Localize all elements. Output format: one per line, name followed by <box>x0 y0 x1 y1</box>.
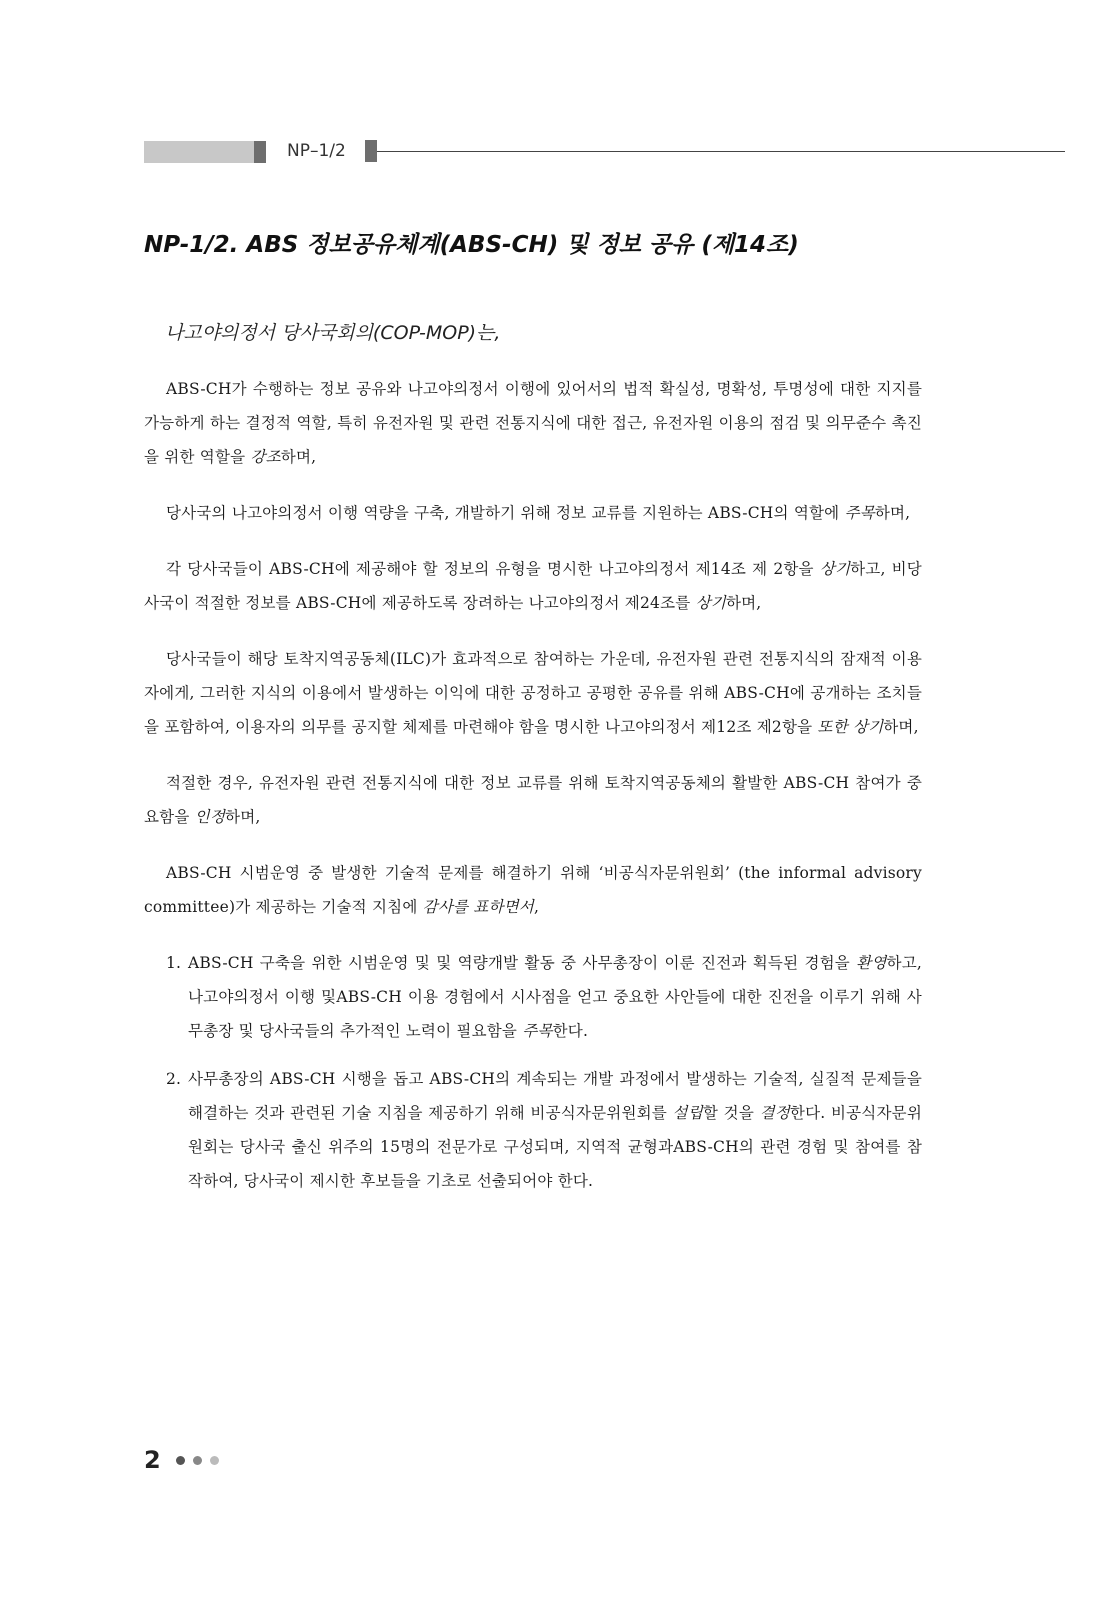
header-marker <box>365 140 377 162</box>
dot-icon <box>193 1456 202 1465</box>
paragraph: 각 당사국들이 ABS-CH에 제공해야 할 정보의 유형을 명시한 나고야의정서 제14조 제 2항을 상기하고, 비당사국이 적절한 정보를 ABS-CH에 제공하도록 장려하는 나고야의정서 제24조를 상기하며, <box>144 560 922 612</box>
header-gray-bar <box>144 141 254 163</box>
paragraph: 당사국들이 해당 토착지역공동체(ILC)가 효과적으로 참여하는 가운데, 유전자원 관련 전통지식의 잠재적 이용자에게, 그러한 지식의 이용에서 발생하는 이익에 대한 공정하고 공평한 공유를 위해 ABS-CH에 공개하는 조치들을 포함하여, 이용자의 의무를 공지할 체제를 마련해야 함을 명시한 나고야의정서 제12조 제2항을 또한 상기하며, <box>144 650 922 736</box>
dot-icon <box>176 1456 185 1465</box>
document-body <box>144 372 922 1212</box>
page-footer <box>144 1446 219 1476</box>
decision-title: NP-1/2. ABS 정보공유체계(ABS-CH) 및 정보 공유 (제14조) <box>144 232 799 258</box>
header-label: NP–1/2 <box>287 141 346 161</box>
running-header <box>0 138 1100 164</box>
header-dark-bar <box>254 141 266 163</box>
preamble: 나고야의정서 당사국회의(COP-MOP)는, <box>165 322 501 344</box>
list-item: 1. ABS-CH 구축을 위한 시범운영 및 및 역량개발 활동 중 사무총장이 이룬 진전과 획득된 경험을 환영하고, 나고야의정서 이행 및ABS-CH 이용 경험에서 시사점을 얻고 중요한 사안들에 대한 진전을 이루기 위해 사무총장 및 당사국들의 추가적인 노력이 필요함을 주목한다. <box>166 954 922 1040</box>
operative-list <box>144 946 922 1198</box>
paragraph: ABS-CH가 수행하는 정보 공유와 나고야의정서 이행에 있어서의 법적 확실성, 명확성, 투명성에 대한 지지를 가능하게 하는 결정적 역할, 특히 유전자원 및 관련 전통지식에 대한 접근, 유전자원 이용의 점검 및 의무준수 촉진을 위한 역할을 강조하며, <box>144 380 922 466</box>
paragraph: 적절한 경우, 유전자원 관련 전통지식에 대한 정보 교류를 위해 토착지역공동체의 활발한 ABS-CH 참여가 중요함을 인정하며, <box>144 774 922 826</box>
paragraph: 당사국의 나고야의정서 이행 역량을 구축, 개발하기 위해 정보 교류를 지원하는 ABS-CH의 역할에 주목하며, <box>166 504 911 522</box>
dot-icon <box>210 1456 219 1465</box>
list-item: 2. 사무총장의 ABS-CH 시행을 돕고 ABS-CH의 계속되는 개발 과정에서 발생하는 기술적, 실질적 문제들을 해결하는 것과 관련된 기술 지침을 제공하기 위해 비공식자문위원회를 설립할 것을 결정한다. 비공식자문위원회는 당사국 출신 위주의 15명의 전문가로 구성되며, 지역적 균형과ABS-CH의 관련 경험 및 참여를 참작하여, 당사국이 제시한 후보들을 기초로 선출되어야 한다. <box>166 1070 922 1190</box>
paragraph: ABS-CH 시범운영 중 발생한 기술적 문제를 해결하기 위해 ‘비공식자문위원회’ (the informal advisory committee)가 제공하는 기술적 지침에 감사를 표하면서, <box>144 864 922 916</box>
header-rule <box>377 151 1065 152</box>
page-number: 2 <box>144 1446 161 1474</box>
